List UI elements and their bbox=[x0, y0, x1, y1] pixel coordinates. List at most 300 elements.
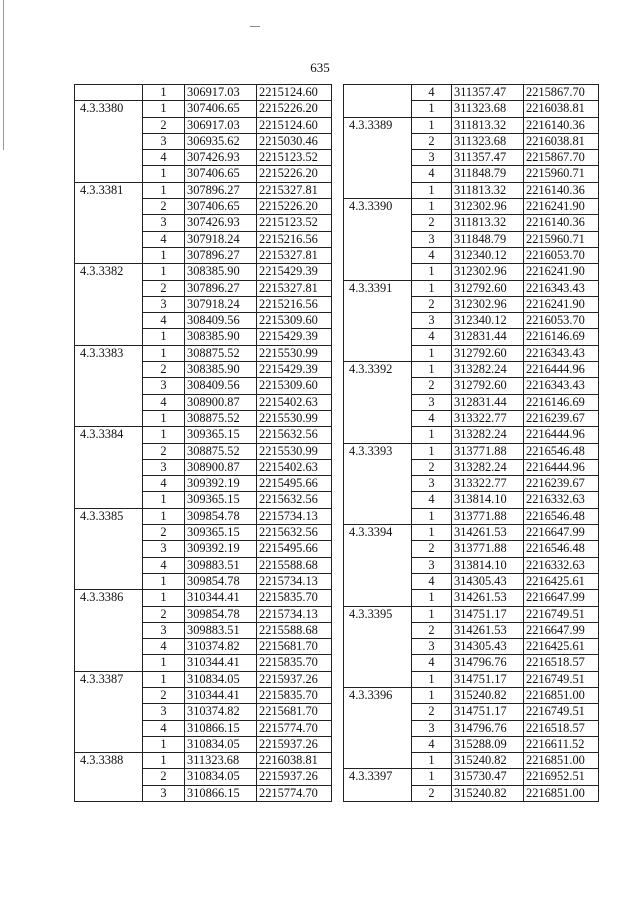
x-coordinate: 314796.76 bbox=[452, 720, 524, 736]
y-coordinate: 2216140.36 bbox=[524, 182, 599, 198]
table-row bbox=[344, 117, 599, 133]
x-coordinate: 309365.15 bbox=[185, 427, 257, 443]
table-row bbox=[344, 362, 599, 378]
x-coordinate: 315730.47 bbox=[452, 769, 524, 785]
point-number: 2 bbox=[143, 687, 185, 703]
y-coordinate: 2215681.70 bbox=[257, 639, 332, 655]
point-number: 1 bbox=[143, 492, 185, 508]
y-coordinate: 2216239.67 bbox=[524, 410, 599, 426]
x-coordinate: 313814.10 bbox=[452, 557, 524, 573]
parcel-id: 4.3.3396 bbox=[344, 687, 412, 768]
point-number: 4 bbox=[143, 394, 185, 410]
point-number: 1 bbox=[143, 264, 185, 280]
point-number: 1 bbox=[412, 508, 452, 524]
x-coordinate: 311357.47 bbox=[452, 85, 524, 101]
x-coordinate: 310344.41 bbox=[185, 655, 257, 671]
x-coordinate: 310344.41 bbox=[185, 590, 257, 606]
table-row bbox=[75, 345, 332, 361]
x-coordinate: 312302.96 bbox=[452, 296, 524, 312]
y-coordinate: 2216038.81 bbox=[524, 133, 599, 149]
x-coordinate: 308409.56 bbox=[185, 313, 257, 329]
parcel-id: 4.3.3392 bbox=[344, 362, 412, 443]
y-coordinate: 2215429.39 bbox=[257, 362, 332, 378]
x-coordinate: 314305.43 bbox=[452, 573, 524, 589]
point-number: 4 bbox=[412, 492, 452, 508]
y-coordinate: 2215429.39 bbox=[257, 264, 332, 280]
y-coordinate: 2215960.71 bbox=[524, 166, 599, 182]
x-coordinate: 312831.44 bbox=[452, 394, 524, 410]
point-number: 2 bbox=[143, 280, 185, 296]
x-coordinate: 308875.52 bbox=[185, 443, 257, 459]
point-number: 1 bbox=[143, 753, 185, 769]
table-row bbox=[344, 280, 599, 296]
point-number: 1 bbox=[412, 280, 452, 296]
y-coordinate: 2216851.00 bbox=[524, 753, 599, 769]
point-number: 4 bbox=[412, 247, 452, 263]
point-number: 1 bbox=[412, 753, 452, 769]
point-number: 1 bbox=[143, 166, 185, 182]
x-coordinate: 308385.90 bbox=[185, 329, 257, 345]
x-coordinate: 313771.88 bbox=[452, 443, 524, 459]
y-coordinate: 2216332.63 bbox=[524, 557, 599, 573]
y-coordinate: 2215867.70 bbox=[524, 85, 599, 101]
parcel-id: 4.3.3393 bbox=[344, 443, 412, 524]
point-number: 3 bbox=[143, 133, 185, 149]
point-number: 2 bbox=[143, 362, 185, 378]
y-coordinate: 2215835.70 bbox=[257, 687, 332, 703]
y-coordinate: 2216140.36 bbox=[524, 215, 599, 231]
x-coordinate: 311357.47 bbox=[452, 150, 524, 166]
y-coordinate: 2215216.56 bbox=[257, 231, 332, 247]
point-number: 4 bbox=[412, 166, 452, 182]
y-coordinate: 2216038.81 bbox=[524, 101, 599, 117]
point-number: 1 bbox=[143, 182, 185, 198]
point-number: 1 bbox=[143, 655, 185, 671]
x-coordinate: 313814.10 bbox=[452, 492, 524, 508]
table-row bbox=[75, 590, 332, 606]
parcel-id: 4.3.3388 bbox=[75, 753, 143, 802]
y-coordinate: 2216952.51 bbox=[524, 769, 599, 785]
point-number: 1 bbox=[412, 443, 452, 459]
x-coordinate: 315240.82 bbox=[452, 753, 524, 769]
point-number: 2 bbox=[143, 606, 185, 622]
y-coordinate: 2215327.81 bbox=[257, 247, 332, 263]
x-coordinate: 314751.17 bbox=[452, 704, 524, 720]
point-number: 3 bbox=[143, 296, 185, 312]
table-row bbox=[344, 525, 599, 541]
x-coordinate: 307406.65 bbox=[185, 166, 257, 182]
y-coordinate: 2215030.46 bbox=[257, 133, 332, 149]
x-coordinate: 309365.15 bbox=[185, 492, 257, 508]
y-coordinate: 2215937.26 bbox=[257, 769, 332, 785]
point-number: 1 bbox=[143, 247, 185, 263]
y-coordinate: 2216546.48 bbox=[524, 443, 599, 459]
y-coordinate: 2215530.99 bbox=[257, 443, 332, 459]
x-coordinate: 312792.60 bbox=[452, 280, 524, 296]
right-coordinates-table bbox=[343, 84, 599, 802]
x-coordinate: 313771.88 bbox=[452, 541, 524, 557]
y-coordinate: 2216343.43 bbox=[524, 378, 599, 394]
point-number: 1 bbox=[143, 573, 185, 589]
y-coordinate: 2216851.00 bbox=[524, 785, 599, 801]
x-coordinate: 311323.68 bbox=[452, 133, 524, 149]
point-number: 1 bbox=[143, 736, 185, 752]
y-coordinate: 2216241.90 bbox=[524, 199, 599, 215]
y-coordinate: 2215124.60 bbox=[257, 85, 332, 101]
table-row bbox=[344, 687, 599, 703]
left-table-body bbox=[75, 85, 332, 802]
point-number: 4 bbox=[412, 329, 452, 345]
y-coordinate: 2215530.99 bbox=[257, 410, 332, 426]
point-number: 3 bbox=[412, 476, 452, 492]
y-coordinate: 2215867.70 bbox=[524, 150, 599, 166]
y-coordinate: 2216425.61 bbox=[524, 573, 599, 589]
point-number: 4 bbox=[143, 639, 185, 655]
parcel-id: 4.3.3389 bbox=[344, 117, 412, 198]
y-coordinate: 2216749.51 bbox=[524, 671, 599, 687]
point-number: 2 bbox=[412, 459, 452, 475]
point-number: 1 bbox=[412, 101, 452, 117]
point-number: 2 bbox=[143, 199, 185, 215]
scan-mark bbox=[250, 26, 260, 27]
point-number: 3 bbox=[412, 150, 452, 166]
y-coordinate: 2215327.81 bbox=[257, 280, 332, 296]
table-row bbox=[344, 85, 599, 101]
y-coordinate: 2215495.66 bbox=[257, 541, 332, 557]
y-coordinate: 2215429.39 bbox=[257, 329, 332, 345]
y-coordinate: 2216518.57 bbox=[524, 720, 599, 736]
x-coordinate: 308409.56 bbox=[185, 378, 257, 394]
parcel-id: 4.3.3387 bbox=[75, 671, 143, 752]
y-coordinate: 2215632.56 bbox=[257, 492, 332, 508]
parcel-id: 4.3.3384 bbox=[75, 427, 143, 508]
y-coordinate: 2215226.20 bbox=[257, 101, 332, 117]
table-row bbox=[344, 443, 599, 459]
y-coordinate: 2216053.70 bbox=[524, 247, 599, 263]
point-number: 1 bbox=[412, 264, 452, 280]
x-coordinate: 310866.15 bbox=[185, 785, 257, 801]
x-coordinate: 314751.17 bbox=[452, 606, 524, 622]
point-number: 3 bbox=[143, 378, 185, 394]
x-coordinate: 308900.87 bbox=[185, 459, 257, 475]
x-coordinate: 311848.79 bbox=[452, 231, 524, 247]
point-number: 1 bbox=[412, 199, 452, 215]
point-number: 4 bbox=[412, 736, 452, 752]
point-number: 4 bbox=[143, 557, 185, 573]
y-coordinate: 2216343.43 bbox=[524, 345, 599, 361]
parcel-id: 4.3.3395 bbox=[344, 606, 412, 687]
y-coordinate: 2215495.66 bbox=[257, 476, 332, 492]
x-coordinate: 307918.24 bbox=[185, 296, 257, 312]
y-coordinate: 2216611.52 bbox=[524, 736, 599, 752]
y-coordinate: 2215402.63 bbox=[257, 394, 332, 410]
point-number: 1 bbox=[143, 427, 185, 443]
point-number: 1 bbox=[143, 101, 185, 117]
point-number: 3 bbox=[143, 541, 185, 557]
y-coordinate: 2216146.69 bbox=[524, 329, 599, 345]
x-coordinate: 311323.68 bbox=[185, 753, 257, 769]
y-coordinate: 2215123.52 bbox=[257, 150, 332, 166]
x-coordinate: 313282.24 bbox=[452, 427, 524, 443]
y-coordinate: 2215835.70 bbox=[257, 655, 332, 671]
point-number: 2 bbox=[412, 622, 452, 638]
point-number: 2 bbox=[412, 378, 452, 394]
y-coordinate: 2215937.26 bbox=[257, 736, 332, 752]
table-row bbox=[75, 101, 332, 117]
point-number: 2 bbox=[143, 769, 185, 785]
x-coordinate: 307896.27 bbox=[185, 247, 257, 263]
x-coordinate: 314796.76 bbox=[452, 655, 524, 671]
point-number: 4 bbox=[412, 85, 452, 101]
table-row bbox=[75, 85, 332, 101]
parcel-id bbox=[344, 85, 412, 118]
x-coordinate: 308875.52 bbox=[185, 410, 257, 426]
point-number: 1 bbox=[412, 687, 452, 703]
y-coordinate: 2216239.67 bbox=[524, 476, 599, 492]
x-coordinate: 310834.05 bbox=[185, 769, 257, 785]
y-coordinate: 2216053.70 bbox=[524, 313, 599, 329]
x-coordinate: 307406.65 bbox=[185, 101, 257, 117]
x-coordinate: 315240.82 bbox=[452, 785, 524, 801]
x-coordinate: 311848.79 bbox=[452, 166, 524, 182]
parcel-id: 4.3.3391 bbox=[344, 280, 412, 361]
x-coordinate: 307896.27 bbox=[185, 280, 257, 296]
point-number: 3 bbox=[412, 639, 452, 655]
parcel-id: 4.3.3386 bbox=[75, 590, 143, 671]
parcel-id: 4.3.3394 bbox=[344, 525, 412, 606]
x-coordinate: 314261.53 bbox=[452, 525, 524, 541]
point-number: 2 bbox=[143, 525, 185, 541]
y-coordinate: 2215632.56 bbox=[257, 525, 332, 541]
y-coordinate: 2215327.81 bbox=[257, 182, 332, 198]
point-number: 1 bbox=[143, 410, 185, 426]
y-coordinate: 2215309.60 bbox=[257, 378, 332, 394]
parcel-id: 4.3.3380 bbox=[75, 101, 143, 182]
x-coordinate: 314261.53 bbox=[452, 622, 524, 638]
x-coordinate: 309854.78 bbox=[185, 508, 257, 524]
point-number: 2 bbox=[412, 215, 452, 231]
point-number: 3 bbox=[143, 215, 185, 231]
x-coordinate: 306917.03 bbox=[185, 117, 257, 133]
y-coordinate: 2215774.70 bbox=[257, 720, 332, 736]
left-coordinates-table bbox=[74, 84, 332, 802]
x-coordinate: 312302.96 bbox=[452, 264, 524, 280]
x-coordinate: 313771.88 bbox=[452, 508, 524, 524]
x-coordinate: 312302.96 bbox=[452, 199, 524, 215]
x-coordinate: 314261.53 bbox=[452, 590, 524, 606]
table-row bbox=[344, 199, 599, 215]
point-number: 2 bbox=[412, 541, 452, 557]
y-coordinate: 2216146.69 bbox=[524, 394, 599, 410]
x-coordinate: 312831.44 bbox=[452, 329, 524, 345]
point-number: 3 bbox=[412, 313, 452, 329]
x-coordinate: 307896.27 bbox=[185, 182, 257, 198]
y-coordinate: 2215960.71 bbox=[524, 231, 599, 247]
point-number: 3 bbox=[143, 785, 185, 801]
parcel-id: 4.3.3385 bbox=[75, 508, 143, 589]
point-number: 2 bbox=[412, 704, 452, 720]
y-coordinate: 2216749.51 bbox=[524, 606, 599, 622]
x-coordinate: 307426.93 bbox=[185, 150, 257, 166]
y-coordinate: 2215588.68 bbox=[257, 557, 332, 573]
y-coordinate: 2216647.99 bbox=[524, 525, 599, 541]
y-coordinate: 2215774.70 bbox=[257, 785, 332, 801]
y-coordinate: 2216546.48 bbox=[524, 541, 599, 557]
y-coordinate: 2215226.20 bbox=[257, 166, 332, 182]
x-coordinate: 315240.82 bbox=[452, 687, 524, 703]
y-coordinate: 2216851.00 bbox=[524, 687, 599, 703]
y-coordinate: 2216647.99 bbox=[524, 590, 599, 606]
x-coordinate: 311323.68 bbox=[452, 101, 524, 117]
point-number: 4 bbox=[412, 410, 452, 426]
point-number: 1 bbox=[143, 508, 185, 524]
x-coordinate: 307406.65 bbox=[185, 199, 257, 215]
point-number: 1 bbox=[412, 427, 452, 443]
point-number: 4 bbox=[412, 573, 452, 589]
x-coordinate: 312792.60 bbox=[452, 378, 524, 394]
point-number: 2 bbox=[412, 296, 452, 312]
x-coordinate: 312792.60 bbox=[452, 345, 524, 361]
table-row bbox=[75, 182, 332, 198]
point-number: 4 bbox=[143, 720, 185, 736]
y-coordinate: 2215835.70 bbox=[257, 590, 332, 606]
x-coordinate: 313322.77 bbox=[452, 476, 524, 492]
y-coordinate: 2215530.99 bbox=[257, 345, 332, 361]
y-coordinate: 2216038.81 bbox=[257, 753, 332, 769]
x-coordinate: 313322.77 bbox=[452, 410, 524, 426]
x-coordinate: 309392.19 bbox=[185, 476, 257, 492]
parcel-id: 4.3.3397 bbox=[344, 769, 412, 802]
parcel-id bbox=[75, 85, 143, 101]
parcel-id: 4.3.3382 bbox=[75, 264, 143, 345]
point-number: 3 bbox=[412, 394, 452, 410]
point-number: 3 bbox=[412, 720, 452, 736]
y-coordinate: 2216444.96 bbox=[524, 427, 599, 443]
x-coordinate: 311813.32 bbox=[452, 182, 524, 198]
x-coordinate: 309854.78 bbox=[185, 606, 257, 622]
x-coordinate: 309365.15 bbox=[185, 525, 257, 541]
x-coordinate: 308385.90 bbox=[185, 264, 257, 280]
y-coordinate: 2216241.90 bbox=[524, 296, 599, 312]
point-number: 4 bbox=[412, 655, 452, 671]
point-number: 2 bbox=[412, 785, 452, 801]
x-coordinate: 309883.51 bbox=[185, 557, 257, 573]
y-coordinate: 2216518.57 bbox=[524, 655, 599, 671]
x-coordinate: 314751.17 bbox=[452, 671, 524, 687]
point-number: 1 bbox=[412, 769, 452, 785]
point-number: 1 bbox=[412, 671, 452, 687]
x-coordinate: 311813.32 bbox=[452, 117, 524, 133]
x-coordinate: 308875.52 bbox=[185, 345, 257, 361]
y-coordinate: 2215937.26 bbox=[257, 671, 332, 687]
point-number: 1 bbox=[143, 590, 185, 606]
point-number: 3 bbox=[412, 231, 452, 247]
y-coordinate: 2215632.56 bbox=[257, 427, 332, 443]
table-row bbox=[75, 427, 332, 443]
table-row bbox=[75, 264, 332, 280]
y-coordinate: 2215216.56 bbox=[257, 296, 332, 312]
x-coordinate: 313282.24 bbox=[452, 459, 524, 475]
x-coordinate: 309392.19 bbox=[185, 541, 257, 557]
point-number: 3 bbox=[412, 557, 452, 573]
x-coordinate: 310374.82 bbox=[185, 639, 257, 655]
parcel-id: 4.3.3390 bbox=[344, 199, 412, 280]
x-coordinate: 307426.93 bbox=[185, 215, 257, 231]
y-coordinate: 2215402.63 bbox=[257, 459, 332, 475]
y-coordinate: 2216444.96 bbox=[524, 362, 599, 378]
point-number: 4 bbox=[143, 150, 185, 166]
x-coordinate: 310834.05 bbox=[185, 671, 257, 687]
x-coordinate: 314305.43 bbox=[452, 639, 524, 655]
parcel-id: 4.3.3383 bbox=[75, 345, 143, 426]
point-number: 4 bbox=[143, 231, 185, 247]
point-number: 1 bbox=[412, 345, 452, 361]
point-number: 3 bbox=[143, 622, 185, 638]
table-row bbox=[75, 671, 332, 687]
point-number: 1 bbox=[412, 362, 452, 378]
x-coordinate: 312340.12 bbox=[452, 247, 524, 263]
y-coordinate: 2215309.60 bbox=[257, 313, 332, 329]
y-coordinate: 2216343.43 bbox=[524, 280, 599, 296]
point-number: 1 bbox=[143, 345, 185, 361]
x-coordinate: 313282.24 bbox=[452, 362, 524, 378]
point-number: 1 bbox=[412, 606, 452, 622]
y-coordinate: 2215124.60 bbox=[257, 117, 332, 133]
point-number: 1 bbox=[143, 329, 185, 345]
x-coordinate: 312340.12 bbox=[452, 313, 524, 329]
point-number: 1 bbox=[143, 85, 185, 101]
point-number: 2 bbox=[143, 443, 185, 459]
x-coordinate: 311813.32 bbox=[452, 215, 524, 231]
point-number: 1 bbox=[412, 590, 452, 606]
y-coordinate: 2215681.70 bbox=[257, 704, 332, 720]
x-coordinate: 307918.24 bbox=[185, 231, 257, 247]
point-number: 1 bbox=[412, 117, 452, 133]
y-coordinate: 2216140.36 bbox=[524, 117, 599, 133]
x-coordinate: 306935.62 bbox=[185, 133, 257, 149]
x-coordinate: 310866.15 bbox=[185, 720, 257, 736]
point-number: 4 bbox=[143, 476, 185, 492]
table-row bbox=[344, 769, 599, 785]
y-coordinate: 2216749.51 bbox=[524, 704, 599, 720]
x-coordinate: 310834.05 bbox=[185, 736, 257, 752]
parcel-id: 4.3.3381 bbox=[75, 182, 143, 263]
x-coordinate: 306917.03 bbox=[185, 85, 257, 101]
point-number: 2 bbox=[143, 117, 185, 133]
y-coordinate: 2215123.52 bbox=[257, 215, 332, 231]
y-coordinate: 2216444.96 bbox=[524, 459, 599, 475]
x-coordinate: 310374.82 bbox=[185, 704, 257, 720]
y-coordinate: 2215226.20 bbox=[257, 199, 332, 215]
point-number: 1 bbox=[412, 182, 452, 198]
y-coordinate: 2216241.90 bbox=[524, 264, 599, 280]
y-coordinate: 2216332.63 bbox=[524, 492, 599, 508]
point-number: 2 bbox=[412, 133, 452, 149]
x-coordinate: 309854.78 bbox=[185, 573, 257, 589]
x-coordinate: 315288.09 bbox=[452, 736, 524, 752]
point-number: 3 bbox=[143, 459, 185, 475]
x-coordinate: 309883.51 bbox=[185, 622, 257, 638]
point-number: 4 bbox=[143, 313, 185, 329]
y-coordinate: 2216546.48 bbox=[524, 508, 599, 524]
point-number: 1 bbox=[143, 671, 185, 687]
x-coordinate: 308385.90 bbox=[185, 362, 257, 378]
table-row bbox=[75, 753, 332, 769]
table-row bbox=[344, 606, 599, 622]
y-coordinate: 2215734.13 bbox=[257, 606, 332, 622]
y-coordinate: 2216647.99 bbox=[524, 622, 599, 638]
page-number: 635 bbox=[310, 60, 330, 75]
